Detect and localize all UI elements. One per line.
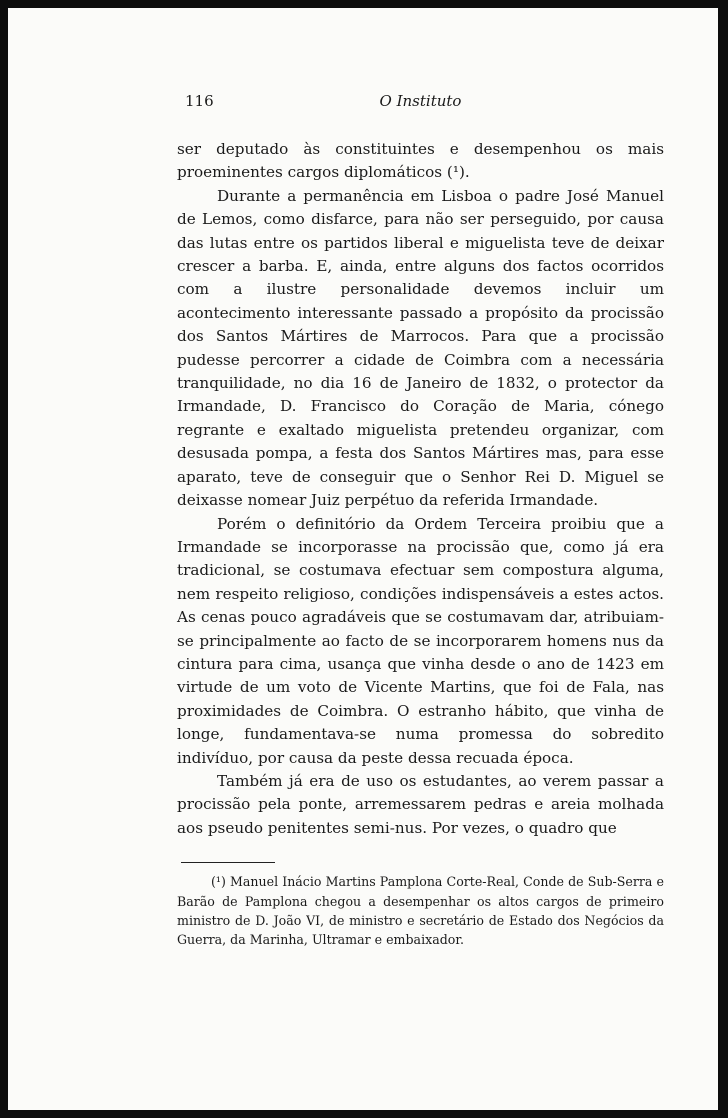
paragraph: Também já era de uso os estudantes, ao verem passar a procissão pela ponte, arremessarem pedras e areia molhada aos pseudo penitentes semi-nus. Por vezes, o quadro que xyxy=(177,771,664,837)
footnote-rule xyxy=(181,862,275,863)
page-number: 116 xyxy=(185,92,214,110)
paragraph: Durante a permanência em Lisboa o padre José Manuel de Lemos, como disfarce, para não ser perseguido, por causa das lutas entre os partidos liberal e miguelista teve de deixar crescer a barba. E, ainda, entre alguns dos factos ocorridos com a ilustre personalidade devemos incluir um acontecimento interessante passado a propósito da procissão dos Santos Mártires de Marrocos. Para que a procissão pudesse percorrer a cidade de Coimbra com a necessária tranquilidade, no dia 16 de Janeiro de 1832, o protector da Irmandade, D. Francisco do Coração de Maria, cónego regrante e exaltado miguelista pretendeu organizar, com desusada pompa, a festa dos Santos Mártires mas, para esse aparato, teve de conseguir que o Senhor Rei D. Miguel se deixasse nomear Juiz perpétuo da referida Irmandade. xyxy=(177,186,664,510)
paragraph: Porém o definitório da Ordem Terceira proibiu que a Irmandade se incorporasse na procissão que, como já era tradicional, se costumava efectuar sem compostura alguma, nem respeito religioso, condições indispensáveis a estes actos. As cenas pouco agradáveis que se costumavam dar, atribuiam-se principalmente ao facto de se incorporarem homens nus da cintura para cima, usança que vinha desde o ano de 1423 em virtude de um voto de Vicente Martins, que foi de Fala, nas proximidades de Coimbra. O estranho hábito, que vinha de longe, fundamentava-se numa promessa do sobredito indivíduo, por causa da peste dessa recuada época. xyxy=(177,514,664,767)
footnote: (¹) Manuel Inácio Martins Pamplona Corte-Real, Conde de Sub-Serra e Barão de Pamplona chegou a desempenhar os altos cargos de primeiro ministro de D. João VI, de ministro e secretário de Estado dos Negócios da Guerra, da Marinha, Ultramar e embaixador. xyxy=(177,874,664,948)
body-text xyxy=(177,138,664,840)
journal-title: O Instituto xyxy=(379,92,462,110)
document-page xyxy=(8,8,718,1110)
paragraph: ser deputado às constituintes e desempenhou os mais proeminentes cargos diplomáticos (¹). xyxy=(177,140,664,182)
page-content xyxy=(177,92,664,962)
running-head xyxy=(177,92,664,120)
